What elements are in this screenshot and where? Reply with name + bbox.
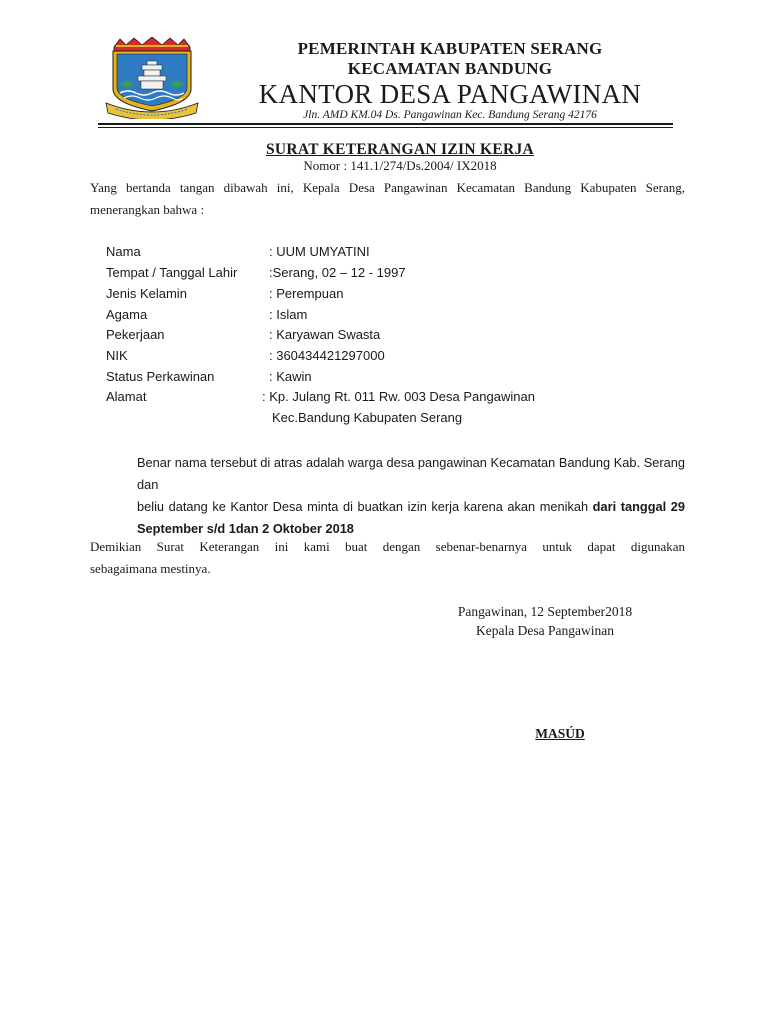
- statement-paragraph: [137, 452, 685, 540]
- statement-date-range-start: dari tanggal 29: [592, 499, 685, 514]
- field-value-agama: : Islam: [269, 307, 308, 322]
- letter-number: Nomor : 141.1/274/Ds.2004/ IX2018: [303, 158, 497, 173]
- field-value-status: : Kawin: [269, 369, 312, 384]
- field-label-pekerjaan: Pekerjaan: [106, 327, 165, 342]
- statement-line-1: Benar nama tersebut di atras adalah warga desa pangawinan Kecamatan Bandung Kab. Serang dan: [137, 455, 685, 492]
- field-value-nama: : UUM UMYATINI: [269, 244, 370, 259]
- intro-line-2: menerangkan bahwa :: [90, 202, 205, 217]
- letter-title: SURAT KETERANGAN IZIN KERJA: [265, 141, 535, 158]
- intro-line-1: Yang bertanda tangan dibawah ini, Kepala Desa Pangawinan Kecamatan Bandung Kabupaten Serang,: [90, 180, 685, 195]
- field-value-pekerjaan: : Karyawan Swasta: [269, 327, 381, 342]
- field-label-status: Status Perkawinan: [106, 369, 215, 384]
- closing-line-1: Demikian Surat Keterangan ini kami buat dengan sebenar-benarnya untuk dapat digunakan: [90, 539, 685, 554]
- intro-paragraph: [90, 177, 685, 221]
- field-value-alamat: : Kp. Julang Rt. 011 Rw. 003 Desa Pangawinan: [262, 389, 535, 404]
- kabupaten-serang-emblem-icon: [104, 37, 200, 119]
- field-label-alamat: Alamat: [106, 389, 147, 404]
- signature-name: MASÚD: [535, 726, 585, 741]
- letterhead-district: KECAMATAN BANDUNG: [347, 59, 553, 78]
- statement-line-2-text: beliu datang ke Kantor Desa minta di buatkan izin kerja karena akan menikah: [137, 499, 593, 514]
- letterhead-office: KANTOR DESA PANGAWINAN: [258, 79, 642, 109]
- letterhead-rule-thick: [98, 123, 673, 125]
- field-label-nik: NIK: [106, 348, 128, 363]
- statement-line-2: [137, 496, 685, 518]
- signature-position: Kepala Desa Pangawinan: [476, 623, 614, 638]
- letterhead-rule-thin: [98, 127, 673, 128]
- field-label-jenis-kelamin: Jenis Kelamin: [106, 286, 187, 301]
- field-value-nik: : 360434421297000: [269, 348, 385, 363]
- closing-paragraph: [90, 536, 685, 580]
- letterhead-address: Jln. AMD KM.04 Ds. Pangawinan Kec. Bandung Serang 42176: [303, 109, 597, 121]
- field-value-ttl: :Serang, 02 – 12 - 1997: [269, 265, 406, 280]
- field-value-jenis-kelamin: : Perempuan: [269, 286, 344, 301]
- field-value-alamat-line-2: Kec.Bandung Kabupaten Serang: [272, 410, 463, 425]
- field-label-agama: Agama: [106, 307, 148, 322]
- closing-line-2: sebagaimana mestinya.: [90, 561, 211, 576]
- field-label-ttl: Tempat / Tanggal Lahir: [106, 265, 238, 280]
- letterhead-government: PEMERINTAH KABUPATEN SERANG: [297, 39, 603, 58]
- field-label-nama: Nama: [106, 244, 141, 259]
- statement-date-range-end: September s/d 1dan 2 Oktober 2018: [137, 521, 354, 536]
- signature-place-date: Pangawinan, 12 September2018: [457, 604, 633, 619]
